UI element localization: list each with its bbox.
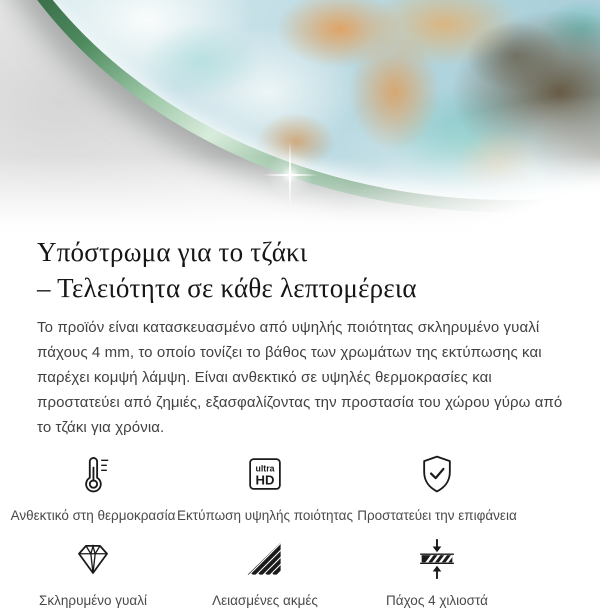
feature-label: Σκληρυμένο γυαλί (39, 593, 147, 608)
feature-polished-edges (179, 535, 351, 608)
feature-print-quality (179, 450, 351, 523)
feature-tempered-glass (7, 535, 179, 608)
feature-label: Λειασμένες ακμές (212, 593, 318, 608)
feature-thickness (351, 535, 523, 608)
feature-label: Πάχος 4 χιλιοστά (386, 593, 488, 608)
page-title (37, 234, 570, 306)
ultra-hd-icon (244, 450, 286, 498)
feature-label: Προστατεύει την επιφάνεια (357, 508, 517, 523)
hd-label: HD (255, 472, 275, 488)
ultra-label: ultra (255, 463, 275, 474)
features-grid (7, 450, 523, 608)
polished-edges-icon (244, 535, 286, 583)
feature-label: Ανθεκτικό στη θερμοκρασία (10, 508, 176, 523)
feature-label: Εκτύπωση υψηλής ποιότητας (177, 508, 353, 523)
thermometer-icon (71, 450, 115, 498)
thickness-icon (414, 535, 460, 583)
sparkle-glint-icon (260, 145, 320, 205)
page-title-line1: Υπόστρωμα για το τζάκι (37, 237, 308, 267)
shield-check-icon (415, 450, 459, 498)
feature-temperature (7, 450, 179, 523)
content-area (0, 234, 600, 608)
feature-surface-protection (351, 450, 523, 523)
diamond-icon (72, 535, 114, 583)
product-description: Το προϊόν είναι κατασκευασμένο από υψηλής ποιότητας σκληρυμένο γυαλί πάχους 4 mm, το οποίο τονίζει το βάθος των χρωμάτων της εκτύπωσης και παρέχει κομψή λάμψη. Είναι ανθεκτικό σε υψηλές θερμοκρασίες και προστατεύει από ζημιές, εξασφαλίζοντας την προστασία του χώρου γύρω από το τζάκι για χρόνια. (37, 319, 563, 436)
product-image (0, 0, 600, 230)
page-title-line2: – Τελειότητα σε κάθε λεπτομέρεια (37, 273, 417, 303)
